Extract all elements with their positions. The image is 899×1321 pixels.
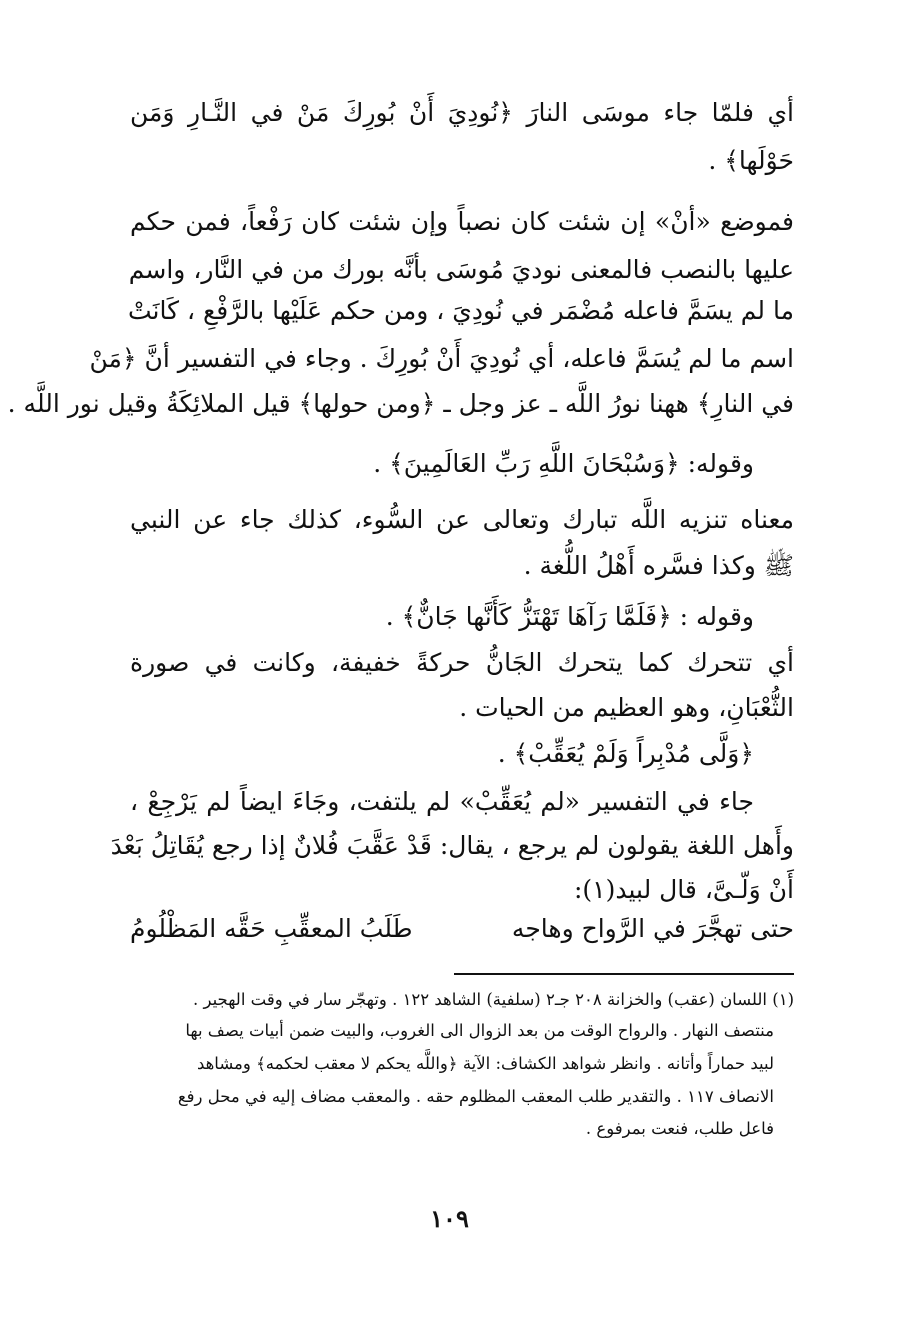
text-line: حَوْلَها﴾ . bbox=[708, 146, 794, 175]
footnote-line: (١) اللسان (عقب) والخزانة ٢٠٨ جـ٢ (سلفية) الشاهد ١٢٢ . وتهجّر سار في وقت الهجير . bbox=[192, 990, 794, 1009]
text-line: أَنْ وَلّـىَّ، قال لبيد(١): bbox=[573, 875, 794, 904]
text-line: ما لم يسَمَّ فاعله مُضْمَر في نُودِيَ ، ومن حكم عَلَيْها بالرَّفْعِ ، كَانَتْ bbox=[128, 296, 794, 325]
text-line: الثُّعْبَانِ، وهو العظيم من الحيات . bbox=[459, 693, 794, 722]
footnote-line: فاعل طلب، فنعت بمرفوع . bbox=[585, 1119, 774, 1138]
text-line: فموضع «أنْ» إن شئت كان نصباً وإن شئت كان رَفْعاً، فمن حكم bbox=[130, 207, 794, 236]
footnote-line: لبيد حماراً وأتانه . وانظر شواهد الكشاف: الآية ﴿واللَّه يحكم لا معقب لحكمه﴾ ومشاهد bbox=[196, 1054, 774, 1073]
text-line: وقوله: ﴿وَسُبْحَانَ اللَّهِ رَبِّ العَالَمِينَ﴾ . bbox=[373, 449, 754, 478]
text-line: وقوله : ﴿فَلَمَّا رَآهَا تَهْتَزُّ كَأَنَّها جَانٌّ﴾ . bbox=[385, 602, 754, 631]
text-line: أي فلمّا جاء موسَى النارَ ﴿نُودِيَ أَنْ بُورِكَ مَنْ في النَّـارِ وَمَن bbox=[130, 98, 794, 127]
poetry-verse bbox=[130, 912, 794, 946]
page-number: ١٠٩ bbox=[430, 1204, 469, 1233]
text-line: في النارِ﴾ ههنا نورُ اللَّه ـ عز وجل ـ ﴿ومن حولها﴾ قيل الملائِكَةُ وقيل نور اللَّه . bbox=[7, 389, 794, 418]
text-line: عليها بالنصب فالمعنى نوديَ مُوسَى بأنَّه بورك من في النَّار، واسم bbox=[128, 255, 794, 284]
text-line: ﷺ وكذا فسَّره أَهْلُ اللُّغة . bbox=[523, 551, 794, 580]
text-line: اسم ما لم يُسَمَّ فاعله، أي نُودِيَ أَنْ بُورِكَ . وجاء في التفسير أنَّ ﴿مَنْ bbox=[89, 344, 794, 373]
footnote-line: الانصاف ١١٧ . والتقدير طلب المعقب المظلوم حقه . والمعقب مضاف إليه في محل رفع bbox=[177, 1087, 774, 1106]
verse-first-hemistich: حتى تهجَّرَ في الرَّواح وهاجه bbox=[511, 914, 794, 943]
text-line: وأَهل اللغة يقولون لم يرجع ، يقال: قَدْ عَقَّبَ فُلانٌ إذا رجع يُقَاتِلُ بَعْدَ bbox=[110, 831, 794, 860]
text-line: معناه تنزيه اللَّه تبارك وتعالى عن السُّوء، كذلك جاء عن النبي bbox=[130, 505, 794, 534]
footnote-line: منتصف النهار . والرواح الوقت من بعد الزوال الى الغروب، والبيت ضمن أبيات يصف بها bbox=[185, 1021, 774, 1040]
text-line: جاء في التفسير «لم يُعَقِّبْ» لم يلتفت، وجَاءَ ايضاً لم يَرْجِعْ ، bbox=[130, 787, 754, 816]
text-line: أي تتحرك كما يتحرك الجَانُّ حركةً خفيفة، وكانت في صورة bbox=[130, 648, 794, 677]
footnote-separator bbox=[454, 973, 794, 975]
verse-second-hemistich: طَلَبُ المعقِّبِ حَقَّه المَظْلُومُ bbox=[130, 914, 413, 943]
text-line: ﴿وَلَّى مُدْبِراً وَلَمْ يُعَقِّبْ﴾ . bbox=[497, 739, 754, 768]
